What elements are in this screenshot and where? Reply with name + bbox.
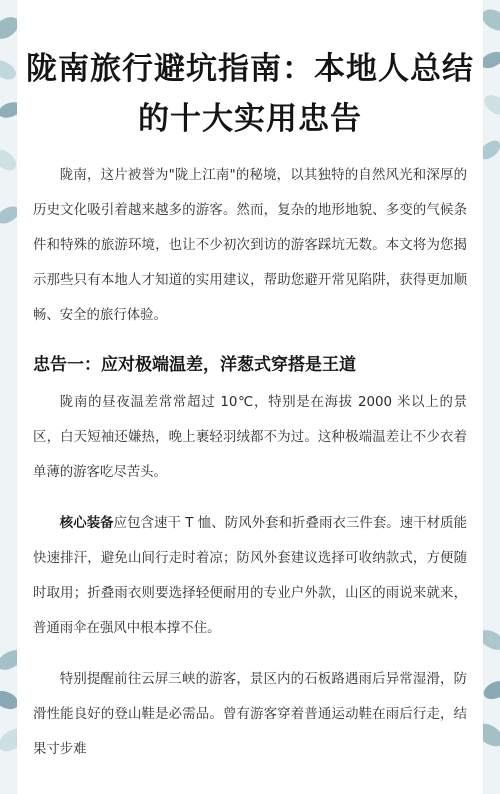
- paragraph-text: 应包含速干 T 恤、防风外套和折叠雨衣三件套。速干材质能快速排汗，避免山间行走时着凉；防风外套建议选择可收纳款式，方便随时取用；折叠雨衣则要选择轻便耐用的专业户外款，山区的雨说来就来，普通雨伞在强风中根本撑不住。: [33, 516, 467, 636]
- section-paragraph: 陇南的昼夜温差常常超过 10℃，特别是在海拔 2000 米以上的景区，白天短袖还嫌热，晚上裹轻羽绒都不为过。这种极端温差让不少衣着单薄的游客吃尽苦头。: [33, 395, 467, 480]
- article-title: 陇南旅行避坑指南：本地人总结的十大实用忠告: [26, 51, 474, 137]
- section-paragraph: [33, 506, 467, 646]
- intro-paragraph: 陇南，这片被誉为"陇上江南"的秘境，以其独特的自然风光和深厚的历史文化吸引着越来越多的游客。然而，复杂的地形地貌、多变的气候条件和特殊的旅游环境，也让不少初次到访的游客踩坑无数。本文将为您揭示那些只有本地人才知道的实用建议，帮助您避开常见陷阱，获得更加顺畅、安全的旅行体验。: [33, 168, 467, 323]
- bold-phrase: 核心装备: [59, 516, 114, 531]
- article-body: [33, 158, 467, 783]
- section-paragraph: 特别提醒前往云屏三峡的游客，景区内的石板路遇雨后异常湿滑，防滑性能良好的登山鞋是必需品。曾有游客穿着普通运动鞋在雨后行走，结果寸步难: [33, 672, 467, 757]
- section-heading: 忠告一：应对极端温差，洋葱式穿搭是王道: [33, 355, 356, 375]
